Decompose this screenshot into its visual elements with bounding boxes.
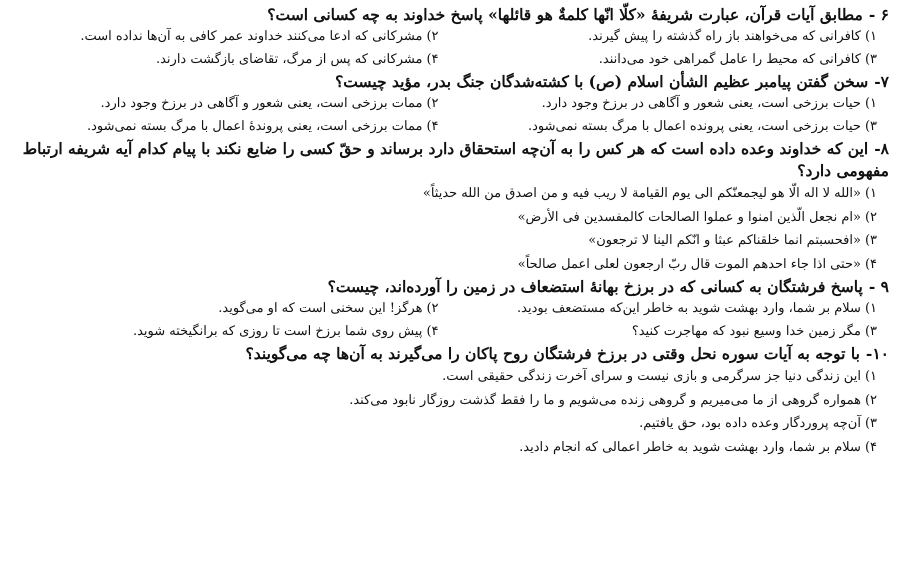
options-list xyxy=(8,182,891,276)
option-4[interactable] xyxy=(8,49,439,72)
question-6 xyxy=(8,4,891,71)
question-7 xyxy=(8,71,891,138)
option-number: ۳) xyxy=(864,118,877,134)
question-number: ۱۰- xyxy=(865,344,889,363)
option-3[interactable] xyxy=(8,229,877,253)
option-2[interactable] xyxy=(8,206,877,230)
question-10 xyxy=(8,343,891,459)
option-text: مشرکانی که ادعا می‌کنند خداوند عمر کافی به آن‌ها نداده است. xyxy=(80,29,423,44)
option-number: ۳) xyxy=(864,416,877,431)
option-number: ۳) xyxy=(864,323,877,339)
option-1[interactable] xyxy=(8,365,877,389)
question-8-title xyxy=(8,138,891,182)
option-number: ۱) xyxy=(864,369,877,384)
question-8 xyxy=(8,138,891,276)
option-text: همواره گروهی از ما می‌میریم و گروهی زنده می‌شویم و ما را فقط گذشت روزگار نابود می‌کند. xyxy=(349,392,861,408)
option-text: «ام نجعل الّذین امنوا و عملوا الصالحات کالمفسدین فی الأرض» xyxy=(517,209,861,225)
option-text: هرگز! این سخنی است که او می‌گوید. xyxy=(218,301,423,316)
option-1[interactable] xyxy=(447,298,878,321)
option-text: مگر زمین خدا وسیع نبود که مهاجرت کنید؟ xyxy=(631,323,861,339)
question-text: سخن گفتن پیامبر عظیم الشأن اسلام (ص) با کشته‌شدگان جنگ بدر، مؤید چیست؟ xyxy=(335,72,869,91)
question-text: این که خداوند وعده داده است که هر کس را به آن‌چه استحقاق دارد برساند و حقّ کسی را ضایع نکند با پیام کدام آیه شریفه ارتباط مفهومی دارد؟ xyxy=(22,139,889,180)
option-text: کافرانی که محیط را عامل گمراهی خود می‌دانند. xyxy=(598,51,861,67)
option-text: کافرانی که می‌خواهند باز راه گذشته را پیش گیرند. xyxy=(588,29,861,44)
option-number: ۴) xyxy=(426,118,439,134)
option-text: ممات برزخی است، یعنی پروندهٔ اعمال با مرگ بسته نمی‌شود. xyxy=(86,118,423,134)
question-text: مطابق آیات قرآن، عبارت شریفهٔ «کلّا انّها کلمةٌ هو قائلها» پاسخ خداوند به چه کسانی است؟ xyxy=(267,5,863,24)
option-text: «حتی اذا جاء احدهم الموت قال ربّ ارجعون لعلی اعمل صالحاً» xyxy=(517,256,861,272)
option-text: پیش روی شما برزخ است تا روزی که برانگیخته شوید. xyxy=(132,323,423,339)
options-grid xyxy=(8,93,891,138)
option-number: ۲) xyxy=(864,209,877,225)
option-number: ۴) xyxy=(426,51,439,67)
option-text: «افحسبتم انما خلقناکم عبثا و انّکم الینا لا ترجعون» xyxy=(588,233,861,248)
option-number: ۱) xyxy=(864,29,877,44)
option-4[interactable] xyxy=(8,436,877,460)
option-text: آن‌چه پروردگار وعده داده بود، حق یافتیم. xyxy=(639,416,861,431)
option-text: سلام بر شما، وارد بهشت شوید به خاطر این‌که مستضعف بودید. xyxy=(517,301,861,316)
option-2[interactable] xyxy=(8,26,439,49)
option-3[interactable] xyxy=(447,49,878,72)
option-3[interactable] xyxy=(447,116,878,139)
option-text: حیات برزخی است، یعنی پرونده اعمال با مرگ بسته نمی‌شود. xyxy=(527,118,861,134)
question-9-title xyxy=(8,276,891,298)
option-1[interactable] xyxy=(447,93,878,116)
options-grid xyxy=(8,26,891,71)
question-number: ۶ - xyxy=(868,5,889,24)
option-text: سلام بر شما، وارد بهشت شوید به خاطر اعمالی که انجام دادید. xyxy=(519,439,861,455)
option-3[interactable] xyxy=(447,321,878,344)
option-2[interactable] xyxy=(8,93,439,116)
option-number: ۲) xyxy=(426,96,439,111)
option-3[interactable] xyxy=(8,412,877,436)
option-text: «الله لا اله الّا هو لیجمعنّکم الی یوم القیامة لا ریب فیه و من اصدق من الله حدیثاً» xyxy=(422,186,861,201)
option-text: ممات برزخی است، یعنی شعور و آگاهی در برزخ وجود دارد. xyxy=(100,96,423,111)
question-9 xyxy=(8,276,891,343)
option-2[interactable] xyxy=(8,298,439,321)
question-number: ۸- xyxy=(874,139,889,158)
options-list xyxy=(8,365,891,459)
option-text: حیات برزخی است، یعنی شعور و آگاهی در برزخ وجود دارد. xyxy=(541,96,861,111)
option-1[interactable] xyxy=(8,182,877,206)
question-7-title xyxy=(8,71,891,93)
option-4[interactable] xyxy=(8,116,439,139)
option-number: ۴) xyxy=(864,439,877,455)
option-1[interactable] xyxy=(447,26,878,49)
question-text: با توجه به آیات سوره نحل وقتی در برزخ فرشتگان روح پاکان را می‌گیرند به آن‌ها چه می‌گویند؟ xyxy=(245,344,860,363)
question-6-title xyxy=(8,4,891,26)
question-text: پاسخ فرشتگان به کسانی که در برزخ بهانهٔ استضعاف در زمین را آورده‌اند، چیست؟ xyxy=(327,277,863,296)
option-number: ۴) xyxy=(426,323,439,339)
options-grid xyxy=(8,298,891,343)
option-text: مشرکانی که پس از مرگ، تقاضای بازگشت دارند. xyxy=(155,51,423,67)
option-text: این زندگی دنیا جز سرگرمی و بازی نیست و سرای آخرت زندگی حقیقی است. xyxy=(442,369,861,384)
question-10-title xyxy=(8,343,891,365)
option-2[interactable] xyxy=(8,389,877,413)
option-number: ۲) xyxy=(864,392,877,408)
option-number: ۳) xyxy=(864,51,877,67)
option-number: ۴) xyxy=(864,256,877,272)
option-number: ۱) xyxy=(864,96,877,111)
option-number: ۳) xyxy=(864,233,877,248)
option-number: ۲) xyxy=(426,29,439,44)
question-number: ۹ - xyxy=(868,277,889,296)
option-number: ۱) xyxy=(864,186,877,201)
option-4[interactable] xyxy=(8,321,439,344)
option-4[interactable] xyxy=(8,253,877,277)
question-number: ۷- xyxy=(874,72,889,91)
option-number: ۲) xyxy=(426,301,439,316)
option-number: ۱) xyxy=(864,301,877,316)
